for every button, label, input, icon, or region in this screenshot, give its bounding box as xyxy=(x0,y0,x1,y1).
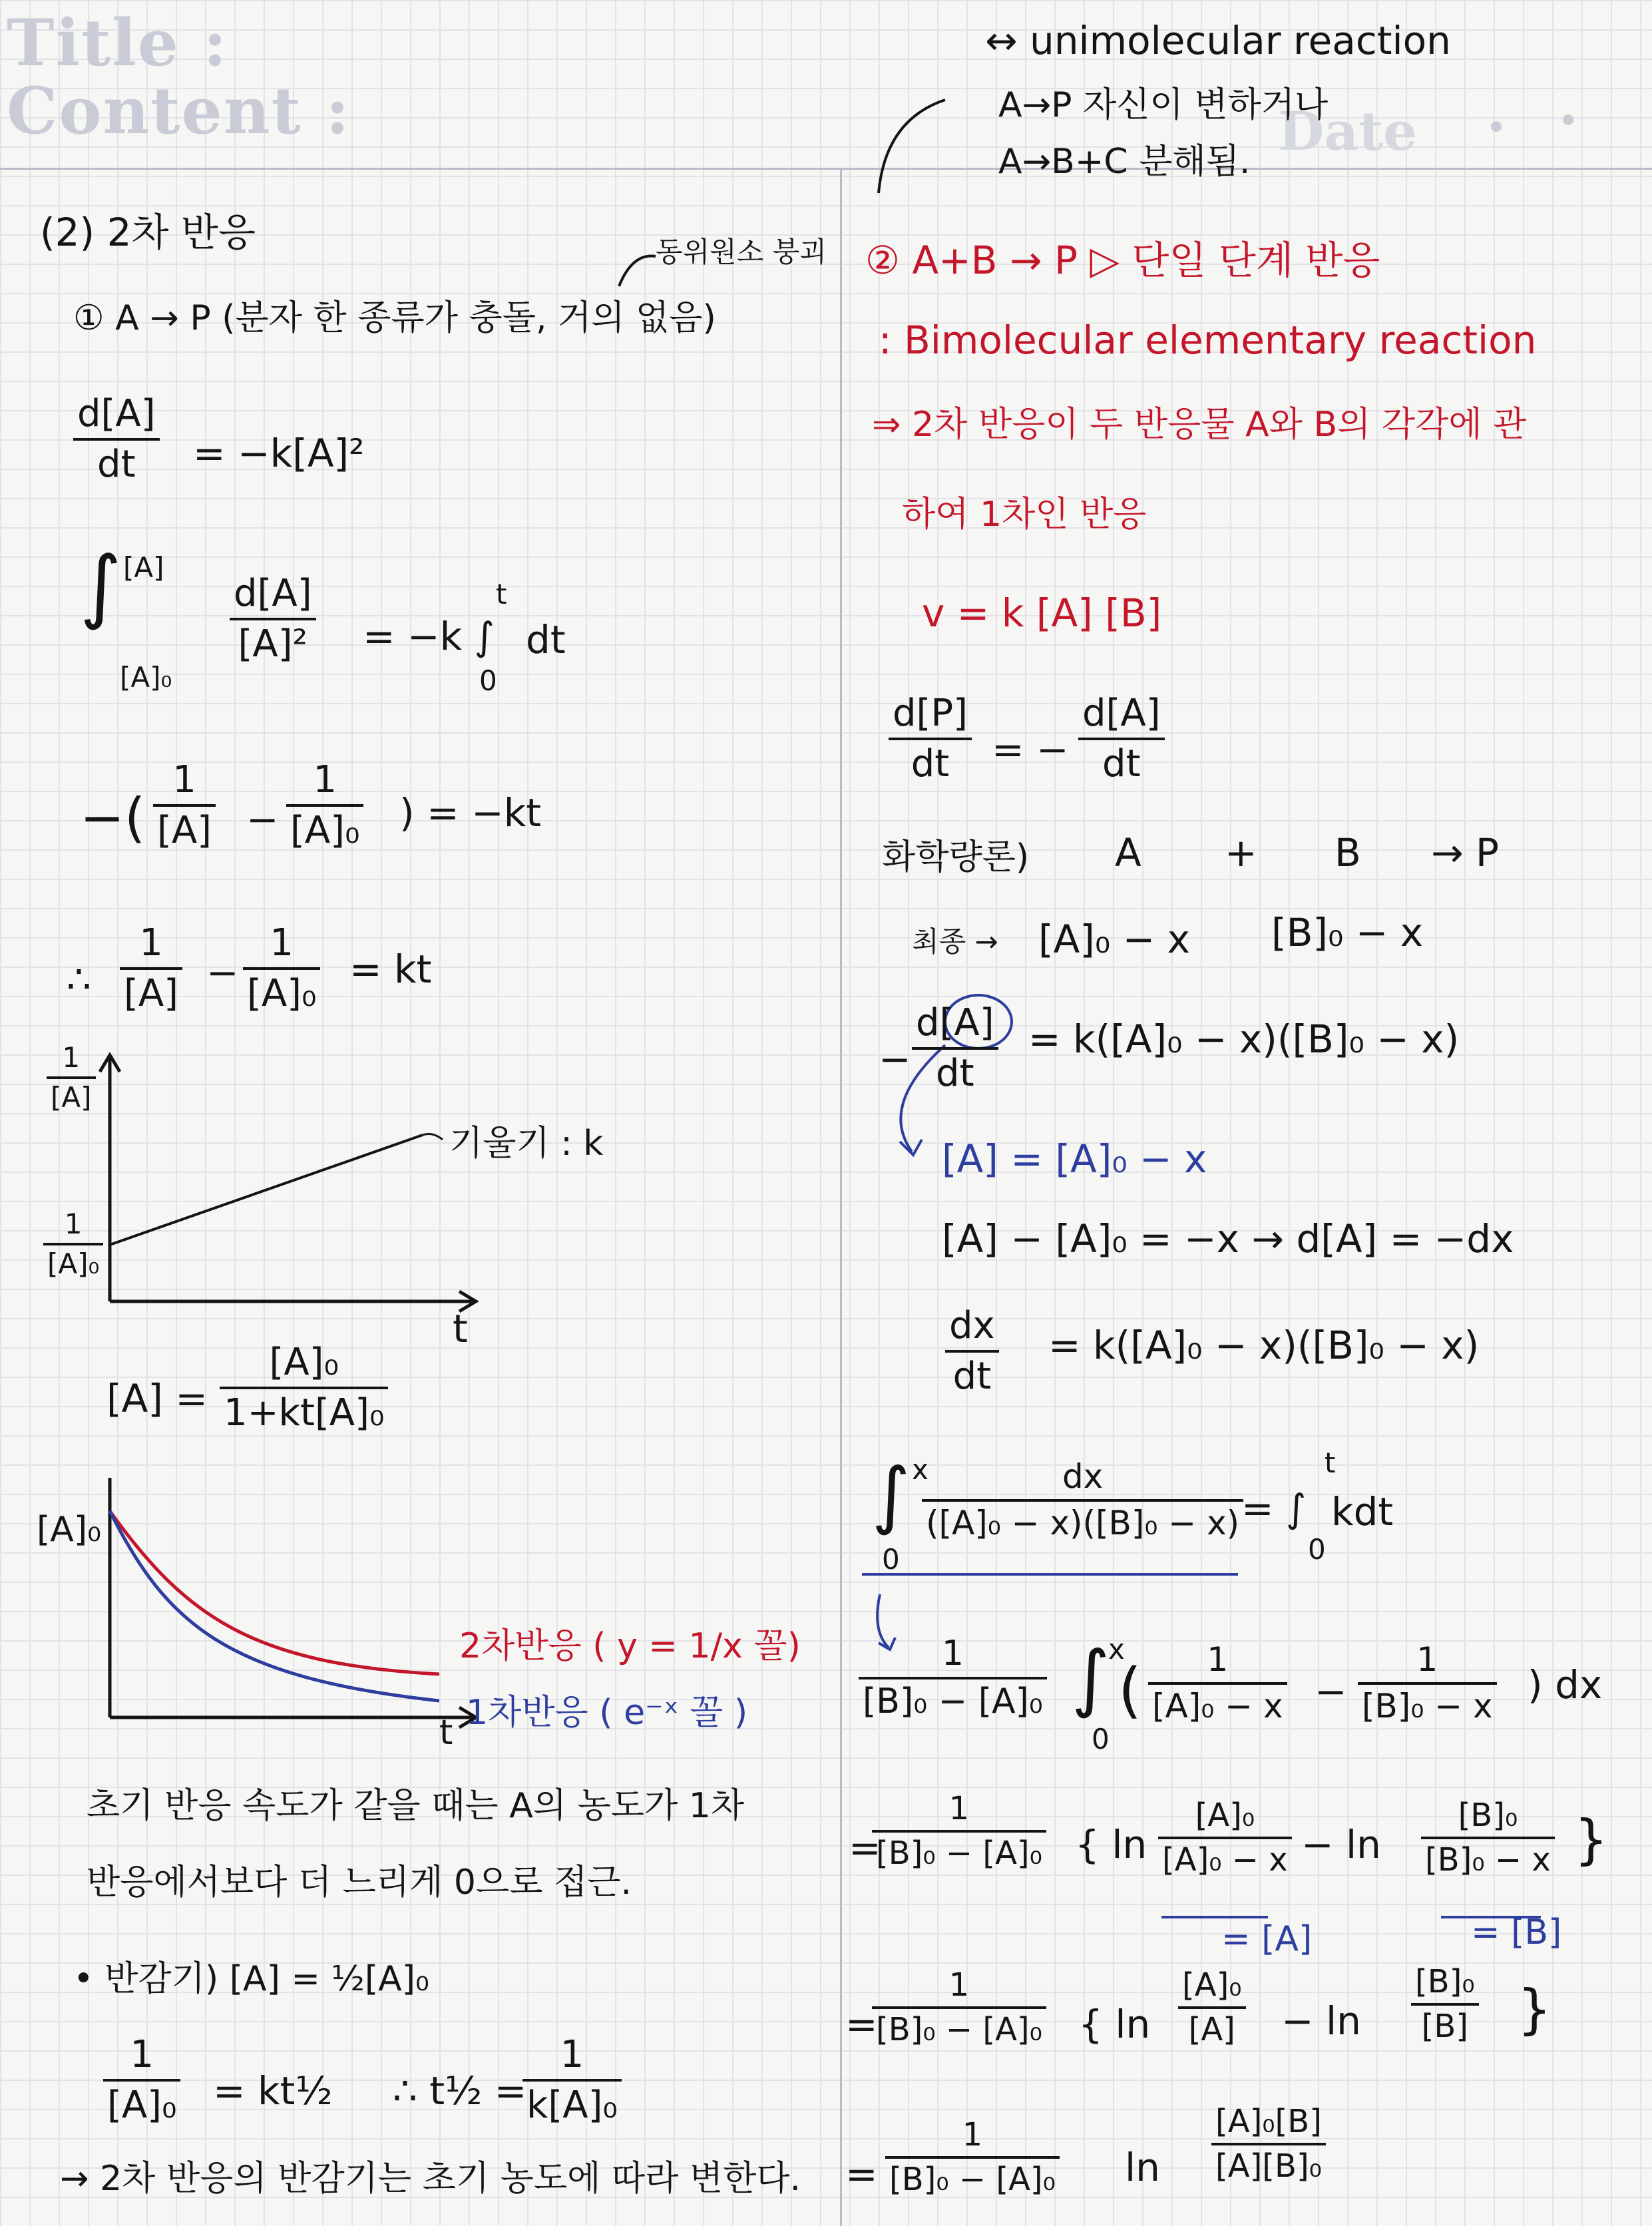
log2-b-num: [B]₀ xyxy=(1411,1964,1479,2006)
header-dot xyxy=(1491,121,1502,132)
log3-num: [A]₀[B] xyxy=(1211,2104,1326,2145)
graph1-y-den: [A] xyxy=(51,1081,92,1114)
dp-dt-mid: = − xyxy=(992,727,1069,772)
stoich-label: 화학량론) xyxy=(882,837,1030,877)
step-f1-den: [A] xyxy=(157,809,212,853)
dx-dt-num: dx xyxy=(945,1305,999,1353)
conc-formula-num: [A]₀ xyxy=(220,1341,388,1389)
da-dt-fraction xyxy=(1078,692,1165,786)
log1-note-b: = [B] xyxy=(1471,1912,1562,1952)
graph1-y-label xyxy=(47,1042,96,1114)
compare-text-line2: 반응에서보다 더 느리게 0으로 접근. xyxy=(87,1863,632,1902)
graph1-slope-label: 기울기 : k xyxy=(449,1124,604,1164)
section-title: (2) 2차 반응 xyxy=(40,210,256,255)
half-life-den: [A]₀ xyxy=(107,2084,177,2127)
log1-mid: − ln xyxy=(1301,1822,1381,1867)
partial-minus: − xyxy=(1315,1669,1347,1714)
step-lead: −( xyxy=(80,787,146,849)
step-f2-num: 1 xyxy=(286,759,363,807)
integral2-upper: x xyxy=(912,1453,929,1486)
log2-prefactor xyxy=(872,1967,1046,2048)
log3-prefactor-den: [B]₀ − [A]₀ xyxy=(889,2161,1056,2199)
dp-dt-den: dt xyxy=(911,742,950,786)
log2-a-num: [A]₀ xyxy=(1178,1967,1246,2009)
partial-term-1-den: [A]₀ − x xyxy=(1152,1686,1283,1725)
graph2-x-label: t xyxy=(439,1713,453,1753)
rate-x-rhs: = k([A]₀ − x)([B]₀ − x) xyxy=(1028,1016,1460,1062)
dx-dt-fraction xyxy=(945,1305,999,1399)
log1-ln: { ln xyxy=(1075,1822,1147,1867)
stoich-arrow-p: → P xyxy=(1431,830,1500,875)
step-minus: − xyxy=(246,797,279,842)
integral-numerator: d[A] xyxy=(230,572,316,620)
integral2-rhs: = ∫ xyxy=(1241,1486,1307,1531)
result-f1-num: 1 xyxy=(120,922,182,970)
result-fraction-1 xyxy=(120,922,182,1016)
graph2 xyxy=(110,1478,476,1727)
header-dot xyxy=(1563,114,1573,125)
stoich-b: B xyxy=(1335,830,1361,875)
conclusion-text: → 2차 반응의 반감기는 초기 농도에 따라 변한다. xyxy=(60,2159,801,2199)
half-life-mid: = kt½ xyxy=(213,2068,333,2114)
arrow-note-line1: ⇒ 2차 반응이 두 반응물 A와 B의 각각에 관 xyxy=(872,405,1527,445)
result-therefore: ∴ xyxy=(67,957,91,1002)
step-f1-num: 1 xyxy=(153,759,216,807)
unimolecular-example-1: A→P 자신이 변하거나 xyxy=(998,85,1329,125)
log3-fraction xyxy=(1211,2104,1326,2185)
log1-a-den: [A]₀ − x xyxy=(1162,1841,1288,1879)
log2-prefactor-num: 1 xyxy=(872,1967,1046,2009)
log1-b-num: [B]₀ xyxy=(1421,1797,1555,1839)
partial-open-paren: ( xyxy=(1118,1656,1142,1725)
log2-b-den: [B] xyxy=(1421,2008,1468,2046)
log3-eq: = xyxy=(845,2151,878,2197)
unimolecular-example-2: A→B+C 분해됨. xyxy=(998,142,1251,182)
second-order-curve xyxy=(110,1511,439,1674)
log1-a-num: [A]₀ xyxy=(1158,1797,1292,1839)
integral2-tail: kdt xyxy=(1331,1489,1394,1534)
log3-den: [A][B]₀ xyxy=(1215,2147,1322,2185)
integral2-lower: 0 xyxy=(882,1543,900,1576)
rate-law-denominator: dt xyxy=(97,443,136,487)
first-order-label: 1차반응 ( e⁻ˣ 꼴 ) xyxy=(466,1693,748,1733)
result-minus: − xyxy=(206,950,239,995)
integral-rhs: = −k ∫ xyxy=(363,614,495,659)
da-dt-den: dt xyxy=(1102,742,1141,786)
graph2-y-label: [A]₀ xyxy=(37,1510,101,1550)
integral-upper-2: t xyxy=(496,578,507,610)
rate-x-den: dt xyxy=(936,1052,974,1096)
dx-dt-den: dt xyxy=(952,1355,992,1399)
log1-note-a: = [A] xyxy=(1221,1919,1313,1959)
partial-term-2 xyxy=(1358,1641,1497,1725)
integral2-fraction xyxy=(922,1458,1243,1542)
integral-fraction xyxy=(230,572,316,666)
integral-upper: [A] xyxy=(123,551,164,584)
integral2-sign: ∫ xyxy=(872,1452,911,1537)
substitution-2: [A] − [A]₀ = −x → d[A] = −dx xyxy=(942,1216,1514,1261)
result-fraction-2 xyxy=(243,922,320,1016)
log2-ln: { ln xyxy=(1078,2002,1151,2047)
half-life-result-den: k[A]₀ xyxy=(526,2084,618,2127)
first-order-curve xyxy=(110,1511,439,1701)
log1-prefactor xyxy=(872,1791,1046,1872)
rate-equation: v = k [A] [B] xyxy=(922,590,1162,636)
da-dt-num: d[A] xyxy=(1078,692,1165,740)
integral2-lower-2: 0 xyxy=(1308,1533,1326,1566)
result-rhs: = kt xyxy=(349,947,432,992)
content-label: Content : xyxy=(7,73,351,148)
dp-dt-fraction xyxy=(889,692,972,786)
isotope-note: 동위원소 붕괴 xyxy=(656,236,827,268)
partial-term-2-den: [B]₀ − x xyxy=(1362,1686,1493,1725)
final-label: 최종 → xyxy=(912,925,998,958)
result-f2-num: 1 xyxy=(243,922,320,970)
partial-term-1 xyxy=(1148,1641,1287,1725)
final-a: [A]₀ − x xyxy=(1038,917,1190,962)
date-label: Date xyxy=(1278,100,1418,162)
half-life-therefore: ∴ t½ = xyxy=(393,2068,527,2114)
log1-eq: = xyxy=(849,1825,881,1871)
partial-term-2-num: 1 xyxy=(1358,1641,1497,1685)
integral-denominator: [A]² xyxy=(238,622,308,666)
half-life-fraction xyxy=(103,2034,180,2127)
column-divider xyxy=(840,168,842,2226)
result-f2-den: [A]₀ xyxy=(247,972,317,1016)
half-life-heading: • 반감기) [A] = ½[A]₀ xyxy=(73,1959,429,1999)
final-b: [B]₀ − x xyxy=(1271,910,1424,955)
log3-ln: ln xyxy=(1125,2145,1160,2190)
arrow-note-line2: 하여 1차인 반응 xyxy=(902,495,1147,535)
graph1 xyxy=(100,1055,476,1311)
title-label: Title : xyxy=(7,5,228,81)
integral2-den: ([A]₀ − x)([B]₀ − x) xyxy=(926,1503,1240,1542)
log2-close: } xyxy=(1518,1978,1551,2040)
log1-b-fraction xyxy=(1421,1797,1555,1879)
partial-prefactor xyxy=(859,1634,1047,1722)
compare-text-line1: 초기 반응 속도가 같을 때는 A의 농도가 1차 xyxy=(87,1786,745,1826)
conc-formula-den: 1+kt[A]₀ xyxy=(224,1391,385,1435)
step-fraction-2 xyxy=(286,759,363,853)
partial-prefactor-den: [B]₀ − [A]₀ xyxy=(863,1681,1043,1721)
partial-term-1-num: 1 xyxy=(1148,1641,1287,1685)
log2-mid: − ln xyxy=(1281,1998,1361,2044)
stoich-plus: + xyxy=(1225,830,1257,875)
half-life-result-fraction xyxy=(522,2034,622,2127)
graph1-x-label: t xyxy=(453,1306,468,1351)
integral-lower: [A]₀ xyxy=(120,661,172,694)
step-f2-den: [A]₀ xyxy=(290,809,360,853)
substitution-1: [A] = [A]₀ − x xyxy=(942,1136,1207,1182)
rate-x-num: d[A] xyxy=(912,1002,998,1050)
integral-sign: ∫ xyxy=(80,540,122,632)
log2-a-den: [A] xyxy=(1188,2011,1235,2049)
rate-x-lead: − xyxy=(879,1036,911,1082)
half-life-result-num: 1 xyxy=(522,2034,622,2082)
dx-dt-rhs: = k([A]₀ − x)([B]₀ − x) xyxy=(1048,1323,1480,1368)
conc-formula-fraction xyxy=(220,1341,388,1435)
log1-prefactor-num: 1 xyxy=(872,1791,1046,1833)
graph1-intercept-den: [A]₀ xyxy=(47,1247,100,1281)
conc-formula-lhs: [A] = xyxy=(106,1376,208,1421)
partial-tail: ) dx xyxy=(1528,1662,1603,1707)
rate-x-fraction xyxy=(912,1002,998,1096)
step-fraction-1 xyxy=(153,759,216,853)
header-divider xyxy=(0,168,1652,170)
dp-dt-num: d[P] xyxy=(889,692,972,740)
unimolecular-label: ↔ unimolecular reaction xyxy=(985,18,1451,63)
partial-prefactor-num: 1 xyxy=(859,1634,1047,1679)
second-order-label: 2차반응 ( y = 1/x 꼴) xyxy=(459,1626,801,1666)
log1-prefactor-den: [B]₀ − [A]₀ xyxy=(876,1835,1042,1873)
case2-heading: ② A+B → P ▷ 단일 단계 반응 xyxy=(865,238,1380,283)
graph1-intercept-label xyxy=(43,1208,103,1281)
bimolecular-label: : Bimolecular elementary reaction xyxy=(879,318,1537,363)
stoich-a: A xyxy=(1115,830,1141,875)
partial-integral-sign: ∫ xyxy=(1072,1635,1110,1720)
log1-close: } xyxy=(1574,1809,1608,1871)
log3-prefactor-num: 1 xyxy=(885,2117,1060,2159)
integral-tail: dt xyxy=(526,617,566,662)
log2-b-fraction xyxy=(1411,1964,1479,2045)
partial-upper: x xyxy=(1108,1633,1125,1666)
case1-heading: ① A → P (분자 한 종류가 충돌, 거의 없음) xyxy=(73,298,716,338)
rate-law-numerator: d[A] xyxy=(73,393,160,441)
rate-law-fraction xyxy=(73,393,160,487)
half-life-num: 1 xyxy=(103,2034,180,2082)
result-f1-den: [A] xyxy=(124,972,179,1016)
log3-prefactor xyxy=(885,2117,1060,2198)
integral2-num: dx xyxy=(922,1458,1243,1502)
rate-law-rhs: = −k[A]² xyxy=(193,431,365,476)
log2-eq: = xyxy=(845,2002,878,2047)
integral-lower-2: 0 xyxy=(479,664,497,697)
integral2-upper-2: t xyxy=(1325,1447,1336,1479)
graph1-intercept-num: 1 xyxy=(43,1208,103,1245)
graph1-y-num: 1 xyxy=(47,1042,96,1079)
log2-prefactor-den: [B]₀ − [A]₀ xyxy=(876,2011,1042,2049)
step-rhs: ) = −kt xyxy=(399,790,542,835)
log1-b-den: [B]₀ − x xyxy=(1425,1841,1551,1879)
log1-a-fraction xyxy=(1158,1797,1292,1879)
partial-lower: 0 xyxy=(1092,1723,1110,1755)
log2-a-fraction xyxy=(1178,1967,1246,2048)
